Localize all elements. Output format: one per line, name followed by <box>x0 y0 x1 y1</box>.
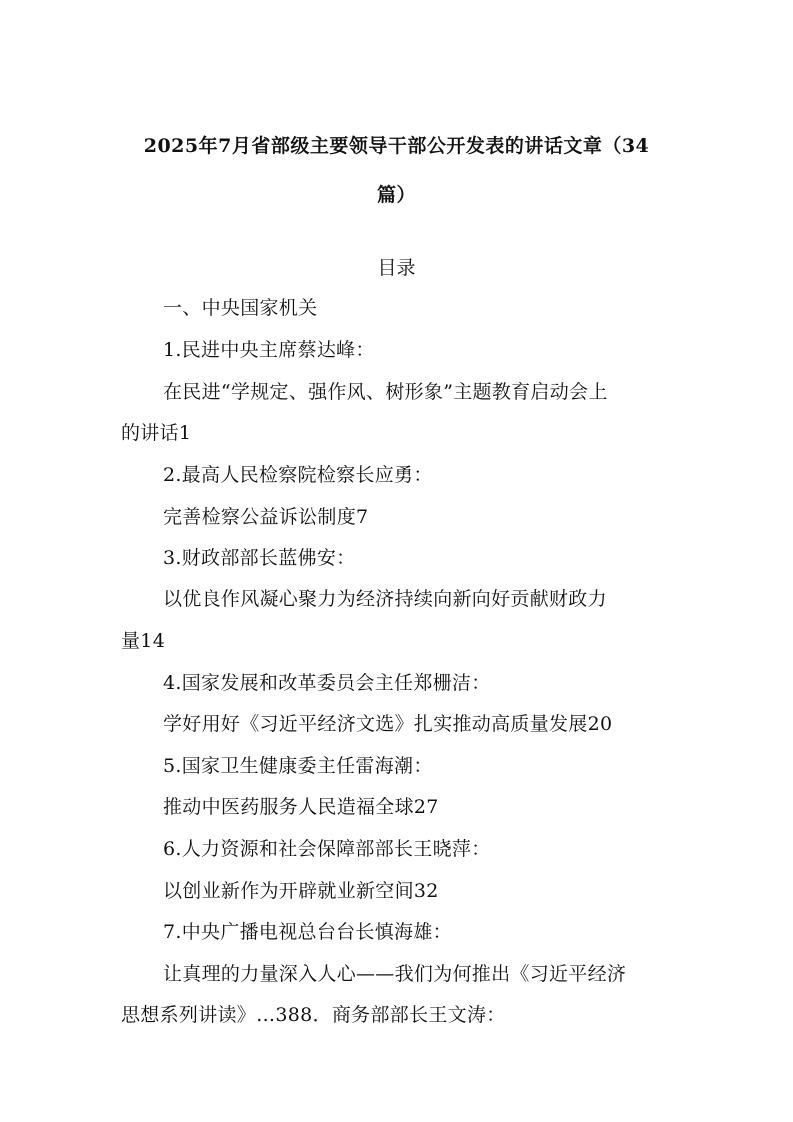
document-title-line-1: 2025年7月省部级主要领导干部公开发表的讲话文章（34 <box>143 135 650 157</box>
toc-entry-author: 1.民进中央主席蔡达峰： <box>163 339 375 361</box>
toc-heading: 目录 <box>377 257 416 279</box>
toc-entry-author: 6.人力资源和社会保障部部长王晓萍： <box>163 838 491 860</box>
toc-entry-title: 推动中医药服务人民造福全球27 <box>163 796 439 818</box>
toc-entry-title: 让真理的力量深入人心——我们为何推出《习近平经济 <box>163 963 627 985</box>
toc-entry-author: 5.国家卫生健康委主任雷海潮： <box>163 755 433 777</box>
toc-entry-title-continued: 思想系列讲读》…388．商务部部长王文涛： <box>121 1004 506 1026</box>
toc-entry-author: 2.最高人民检察院检察长应勇： <box>163 464 433 486</box>
toc-section-heading: 一、中央国家机关 <box>163 297 318 319</box>
toc-entry-title-continued: 的讲话1 <box>121 422 192 444</box>
toc-entry-author: 3.财政部部长蓝佛安： <box>163 547 356 569</box>
toc-entry-title: 学好用好《习近平经济文选》扎实推动高质量发展20 <box>163 713 613 735</box>
toc-entry-title: 以创业新作为开辟就业新空间32 <box>163 880 439 902</box>
toc-entry-author: 4.国家发展和改革委员会主任郑栅洁： <box>163 672 491 694</box>
toc-entry-author: 7.中央广播电视总台台长慎海雄： <box>163 921 452 943</box>
toc-entry-title: 以优良作风凝心聚力为经济持续向新向好贡献财政力 <box>163 588 607 610</box>
toc-entry-title-continued: 量14 <box>121 630 166 652</box>
document-title-line-2: 篇） <box>376 184 416 206</box>
toc-entry-title: 在民进“学规定、强作风、树形象”主题教育启动会上 <box>163 381 608 403</box>
toc-entry-title: 完善检察公益诉讼制度7 <box>163 506 369 528</box>
